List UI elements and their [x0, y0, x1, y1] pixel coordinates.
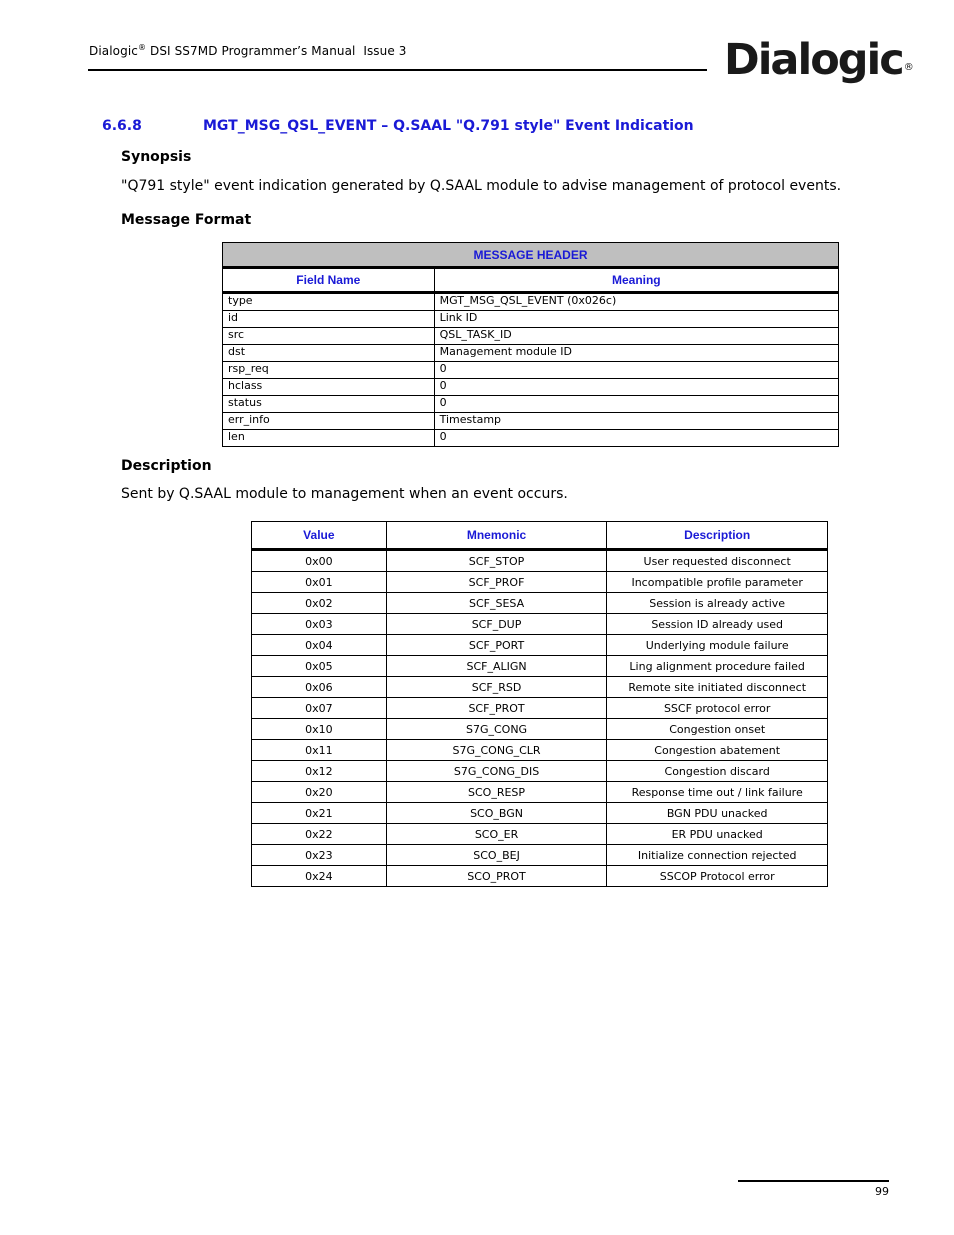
value-cell: 0x24 [252, 866, 387, 887]
mnemonic-cell: SCF_ALIGN [386, 656, 607, 677]
table-row [252, 719, 828, 740]
value-cell: 0x06 [252, 677, 387, 698]
table-row [252, 782, 828, 803]
value-cell: 0x05 [252, 656, 387, 677]
table-row [252, 824, 828, 845]
table-row [223, 362, 839, 379]
footer-rule [738, 1180, 889, 1182]
header-title: DSI SS7MD Programmer’s Manual Issue 3 [146, 44, 407, 58]
table-row [252, 698, 828, 719]
col-description: Description [607, 522, 828, 550]
event-table-body [252, 550, 828, 887]
mnemonic-cell: SCF_DUP [386, 614, 607, 635]
meaning-cell: 0 [434, 362, 838, 379]
mnemonic-cell: S7G_CONG [386, 719, 607, 740]
logo-text: Dialogic [724, 35, 903, 85]
meaning-cell: 0 [434, 379, 838, 396]
field-name-cell: len [223, 430, 435, 447]
description-cell: Remote site initiated disconnect [607, 677, 828, 698]
description-cell: Incompatible profile parameter [607, 572, 828, 593]
mnemonic-cell: S7G_CONG_CLR [386, 740, 607, 761]
meaning-cell: Timestamp [434, 413, 838, 430]
description-text: Sent by Q.SAAL module to management when an event occurs. [121, 486, 568, 502]
description-cell: SSCOP Protocol error [607, 866, 828, 887]
mnemonic-cell: SCF_PROT [386, 698, 607, 719]
mnemonic-cell: SCO_RESP [386, 782, 607, 803]
mnemonic-cell: SCO_ER [386, 824, 607, 845]
table-row [252, 593, 828, 614]
value-cell: 0x12 [252, 761, 387, 782]
table-row [252, 614, 828, 635]
description-cell: Session is already active [607, 593, 828, 614]
header-reg-mark: ® [137, 43, 147, 52]
description-cell: SSCF protocol error [607, 698, 828, 719]
field-name-cell: rsp_req [223, 362, 435, 379]
message-format-heading: Message Format [121, 212, 252, 228]
value-cell: 0x03 [252, 614, 387, 635]
value-cell: 0x01 [252, 572, 387, 593]
table-row [223, 396, 839, 413]
table-row [223, 293, 839, 311]
value-cell: 0x21 [252, 803, 387, 824]
field-name-cell: id [223, 311, 435, 328]
mnemonic-cell: S7G_CONG_DIS [386, 761, 607, 782]
description-cell: Ling alignment procedure failed [607, 656, 828, 677]
table-row [252, 677, 828, 698]
table-row [223, 413, 839, 430]
description-cell: Congestion abatement [607, 740, 828, 761]
mnemonic-cell: SCF_RSD [386, 677, 607, 698]
table-row [252, 803, 828, 824]
table-row [252, 866, 828, 887]
table-row [252, 635, 828, 656]
mnemonic-cell: SCO_BGN [386, 803, 607, 824]
table-header-row [252, 522, 828, 550]
value-cell: 0x04 [252, 635, 387, 656]
table-row [223, 328, 839, 345]
description-cell: Underlying module failure [607, 635, 828, 656]
value-cell: 0x22 [252, 824, 387, 845]
col-meaning: Meaning [434, 268, 838, 293]
header-rule [88, 69, 707, 71]
value-cell: 0x00 [252, 550, 387, 572]
table-row [223, 430, 839, 447]
message-header-band: MESSAGE HEADER [223, 243, 839, 268]
description-cell: User requested disconnect [607, 550, 828, 572]
table-row [252, 572, 828, 593]
table-row [252, 845, 828, 866]
col-value: Value [252, 522, 387, 550]
meaning-cell: Management module ID [434, 345, 838, 362]
table-row [223, 379, 839, 396]
mnemonic-cell: SCO_BEJ [386, 845, 607, 866]
meaning-cell: 0 [434, 396, 838, 413]
table-row [252, 740, 828, 761]
section-title: MGT_MSG_QSL_EVENT – Q.SAAL "Q.791 style" Event Indication [203, 118, 694, 134]
table-row [252, 761, 828, 782]
field-name-cell: src [223, 328, 435, 345]
field-name-cell: type [223, 293, 435, 311]
meaning-cell: MGT_MSG_QSL_EVENT (0x026c) [434, 293, 838, 311]
field-name-cell: hclass [223, 379, 435, 396]
description-heading: Description [121, 458, 212, 474]
description-cell: Congestion discard [607, 761, 828, 782]
logo-reg-mark: ® [903, 62, 914, 73]
description-cell: Session ID already used [607, 614, 828, 635]
synopsis-text: "Q791 style" event indication generated by Q.SAAL module to advise management of protocol events. [121, 178, 842, 194]
table-row [252, 656, 828, 677]
value-cell: 0x02 [252, 593, 387, 614]
description-cell: ER PDU unacked [607, 824, 828, 845]
table-band-row [223, 243, 839, 268]
field-name-cell: dst [223, 345, 435, 362]
section-number: 6.6.8 [102, 118, 142, 134]
mnemonic-cell: SCF_STOP [386, 550, 607, 572]
col-field-name: Field Name [223, 268, 435, 293]
message-header-table [222, 242, 839, 447]
page-number: 99 [875, 1185, 889, 1198]
header-brand: Dialogic [89, 44, 138, 58]
value-cell: 0x10 [252, 719, 387, 740]
description-cell: Response time out / link failure [607, 782, 828, 803]
value-cell: 0x20 [252, 782, 387, 803]
description-cell: Initialize connection rejected [607, 845, 828, 866]
field-name-cell: status [223, 396, 435, 413]
table-row [223, 311, 839, 328]
col-mnemonic: Mnemonic [386, 522, 607, 550]
mnemonic-cell: SCF_SESA [386, 593, 607, 614]
table-header-row [223, 268, 839, 293]
meaning-cell: Link ID [434, 311, 838, 328]
running-header [89, 43, 407, 58]
meaning-cell: QSL_TASK_ID [434, 328, 838, 345]
description-cell: Congestion onset [607, 719, 828, 740]
description-cell: BGN PDU unacked [607, 803, 828, 824]
dialogic-logo [724, 36, 914, 92]
value-cell: 0x23 [252, 845, 387, 866]
mnemonic-cell: SCO_PROT [386, 866, 607, 887]
mnemonic-cell: SCF_PROF [386, 572, 607, 593]
message-header-body [223, 293, 839, 447]
mnemonic-cell: SCF_PORT [386, 635, 607, 656]
synopsis-heading: Synopsis [121, 149, 192, 165]
value-cell: 0x11 [252, 740, 387, 761]
table-row [223, 345, 839, 362]
meaning-cell: 0 [434, 430, 838, 447]
event-table [251, 521, 828, 887]
value-cell: 0x07 [252, 698, 387, 719]
field-name-cell: err_info [223, 413, 435, 430]
table-row [252, 550, 828, 572]
